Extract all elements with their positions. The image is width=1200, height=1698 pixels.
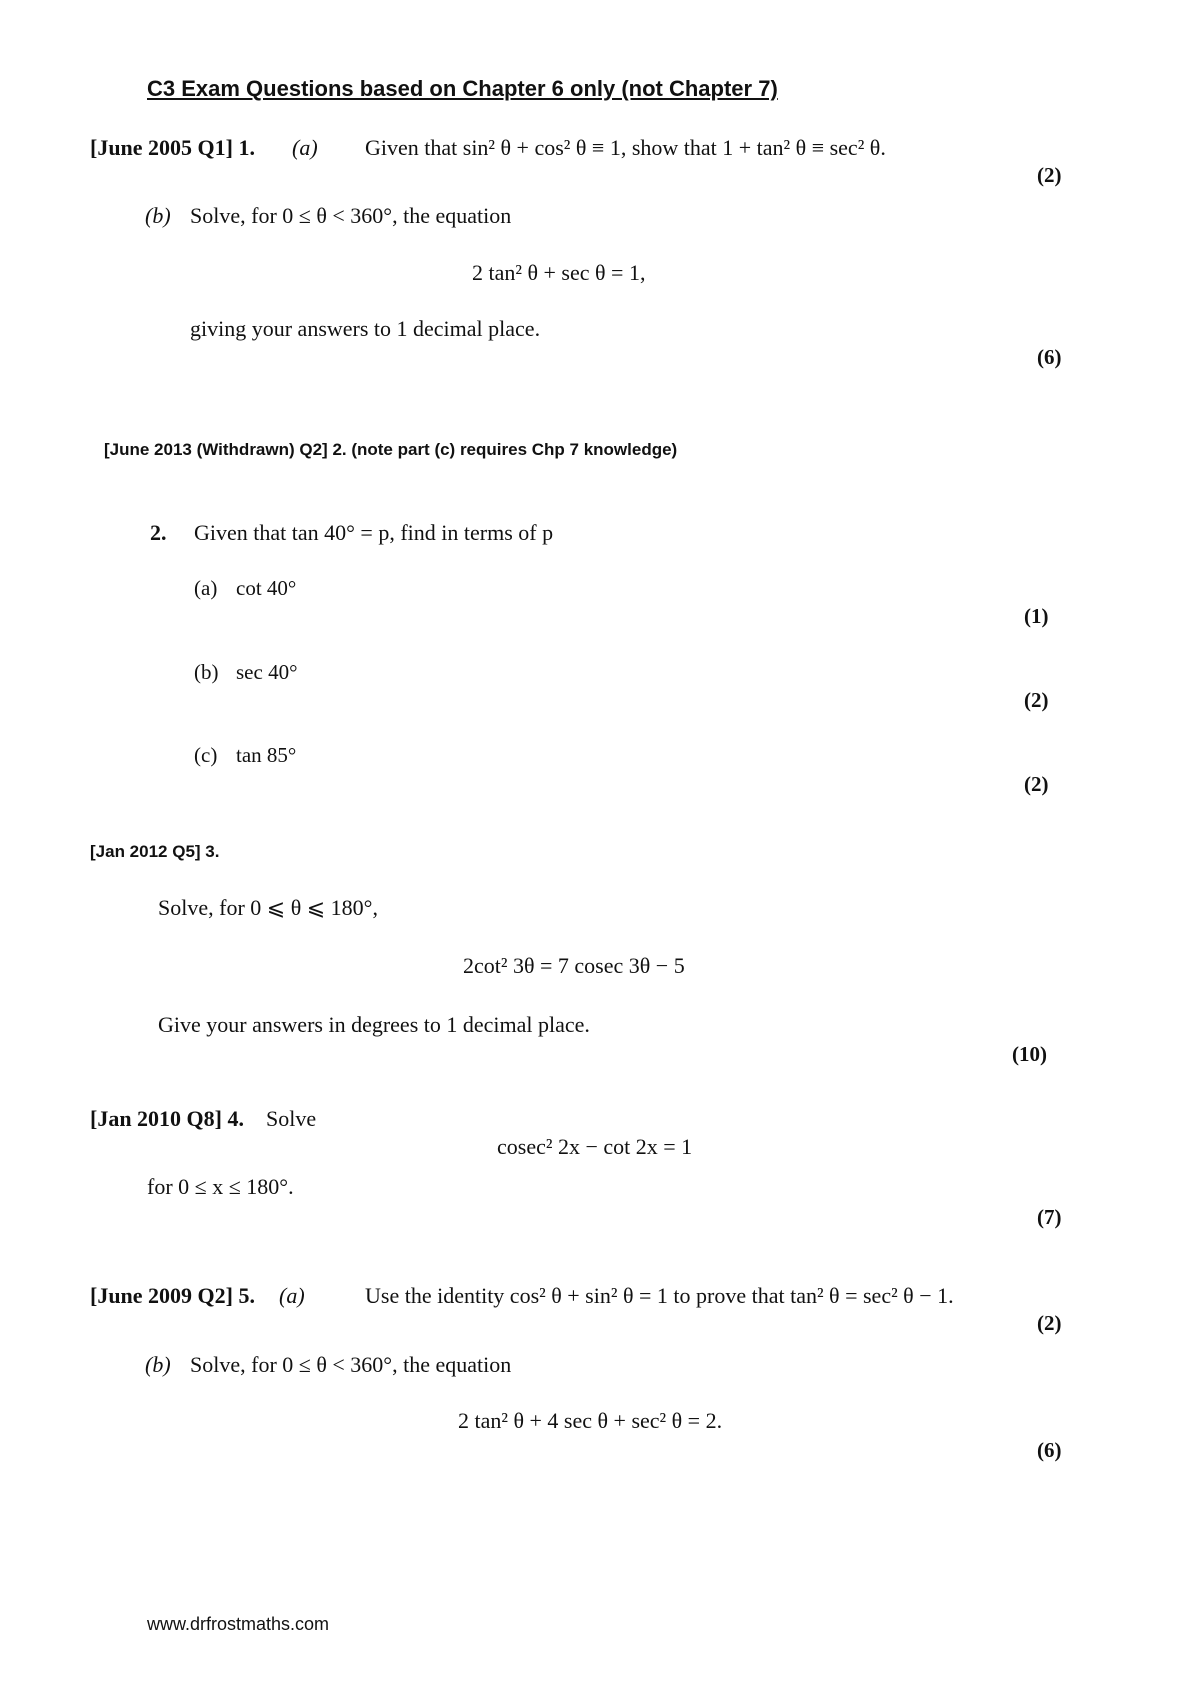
q2-part-a-mark: (1): [1024, 604, 1049, 628]
q3-equation: 2cot² 3θ = 7 cosec 3θ − 5: [463, 953, 685, 978]
q2-number: 2.: [150, 520, 167, 545]
q5-part-a-text: Use the identity cos² θ + sin² θ = 1 to prove that tan² θ = sec² θ − 1.: [365, 1283, 954, 1308]
q3-instruction: Give your answers in degrees to 1 decimal place.: [158, 1012, 590, 1037]
q5-part-a-label: (a): [279, 1283, 305, 1308]
q5-part-a-mark: (2): [1037, 1311, 1062, 1335]
q2-part-c-mark: (2): [1024, 772, 1049, 796]
q1-equation: 2 tan² θ + sec θ = 1,: [472, 260, 646, 285]
q3-mark: (10): [1012, 1042, 1047, 1066]
q2-part-a-text: cot 40°: [236, 576, 297, 600]
q3-tag: [Jan 2012 Q5] 3.: [90, 842, 220, 861]
q4-mark: (7): [1037, 1205, 1062, 1229]
q4-tag: [Jan 2010 Q8] 4.: [90, 1106, 244, 1131]
q2-part-c-text: tan 85°: [236, 743, 297, 767]
q4-range: for 0 ≤ x ≤ 180°.: [147, 1174, 294, 1199]
footer-url[interactable]: www.drfrostmaths.com: [147, 1614, 330, 1634]
q5-tag: [June 2009 Q2] 5.: [90, 1283, 255, 1308]
q2-tag: [June 2013 (Withdrawn) Q2] 2. (note part (c) requires Chp 7 knowledge): [104, 440, 678, 459]
q1-part-a-mark: (2): [1037, 163, 1062, 187]
page-title: C3 Exam Questions based on Chapter 6 only (not Chapter 7): [147, 76, 778, 101]
q1-part-b-text: Solve, for 0 ≤ θ < 360°, the equation: [190, 203, 512, 228]
q2-part-b-label: (b): [194, 660, 219, 684]
q1-part-b-label: (b): [145, 203, 171, 228]
q2-stem: Given that tan 40° = p, find in terms of p: [194, 520, 554, 545]
q5-part-b-text: Solve, for 0 ≤ θ < 360°, the equation: [190, 1352, 512, 1377]
q1-tag: [June 2005 Q1] 1.: [90, 135, 255, 160]
q4-equation: cosec² 2x − cot 2x = 1: [497, 1134, 693, 1159]
q1-part-a-text: Given that sin² θ + cos² θ ≡ 1, show that 1 + tan² θ ≡ sec² θ.: [365, 135, 886, 160]
q2-part-a-label: (a): [194, 576, 218, 600]
q5-equation: 2 tan² θ + 4 sec θ + sec² θ = 2.: [458, 1408, 723, 1433]
q1-instruction: giving your answers to 1 decimal place.: [190, 316, 541, 341]
q2-part-c-label: (c): [194, 743, 218, 767]
q2-part-b-text: sec 40°: [236, 660, 298, 684]
q1-part-a-label: (a): [292, 135, 318, 160]
q2-part-b-mark: (2): [1024, 688, 1049, 712]
q4-verb: Solve: [266, 1106, 317, 1131]
q3-intro: Solve, for 0 ⩽ θ ⩽ 180°,: [158, 895, 378, 920]
q5-part-b-mark: (6): [1037, 1438, 1062, 1462]
q1-part-b-mark: (6): [1037, 345, 1062, 369]
q5-part-b-label: (b): [145, 1352, 171, 1377]
